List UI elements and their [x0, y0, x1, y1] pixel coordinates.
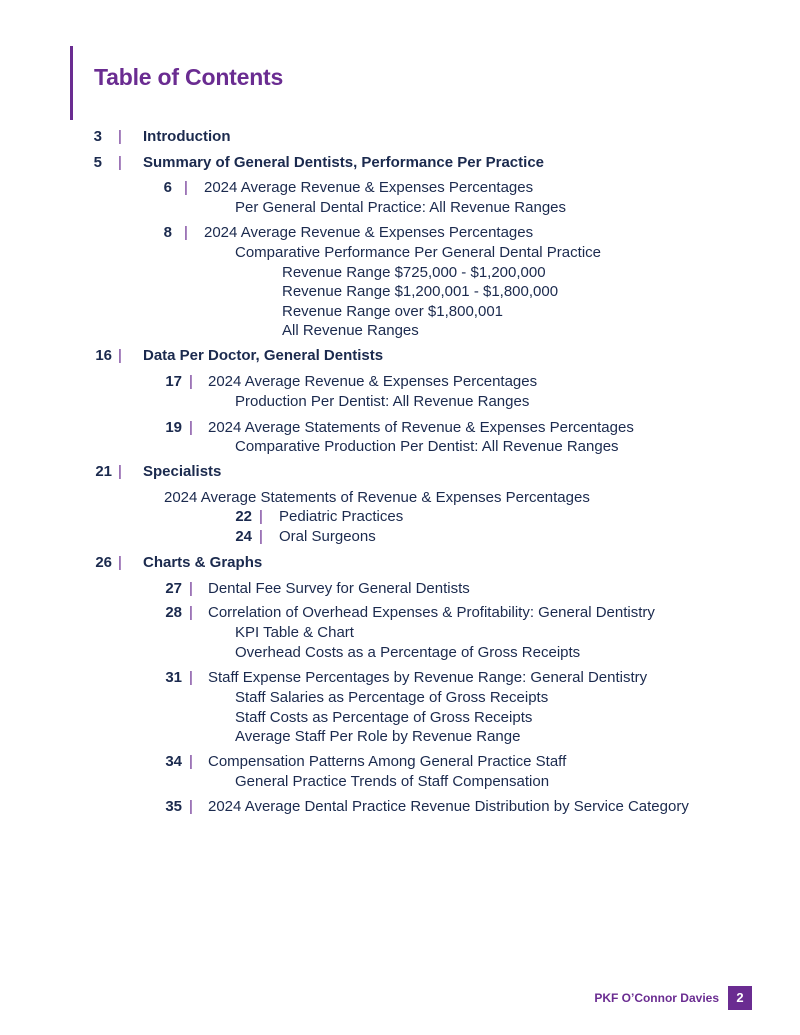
toc-entry-subline: Average Staff Per Role by Revenue Range — [235, 728, 521, 745]
toc-separator: | — [118, 154, 122, 171]
toc-section-charts[interactable]: Charts & Graphs — [143, 554, 263, 571]
toc-separator: | — [189, 798, 193, 815]
toc-entry-line[interactable]: Oral Surgeons — [279, 528, 376, 545]
toc-page-number[interactable]: 24 — [235, 528, 252, 545]
toc-entry-line[interactable]: Correlation of Overhead Expenses & Profitability: General Dentistry — [208, 604, 655, 621]
toc-entry-subline: All Revenue Ranges — [282, 322, 419, 339]
toc-entry-line[interactable]: 2024 Average Revenue & Expenses Percentages — [208, 373, 538, 390]
toc-page-number[interactable]: 35 — [165, 798, 182, 815]
toc-page-number[interactable]: 17 — [165, 373, 182, 390]
title-accent-rule — [70, 46, 73, 120]
footer-brand: PKF O’Connor Davies — [594, 991, 719, 1005]
toc-page-number[interactable]: 5 — [93, 154, 102, 171]
toc-page-number[interactable]: 27 — [165, 580, 182, 597]
toc-page-number[interactable]: 34 — [165, 753, 182, 770]
toc-entry-heading: 2024 Average Statements of Revenue & Expenses Percentages — [164, 489, 590, 506]
footer-page-number: 2 — [728, 986, 752, 1010]
toc-entry-line[interactable]: Staff Expense Percentages by Revenue Range: General Dentistry — [208, 669, 648, 686]
toc-entry-subline: Production Per Dentist: All Revenue Ranges — [235, 393, 530, 410]
toc-separator: | — [259, 528, 263, 545]
toc-page-number[interactable]: 21 — [95, 463, 112, 480]
toc-page-number[interactable]: 31 — [165, 669, 182, 686]
toc-separator: | — [189, 669, 193, 686]
toc-separator: | — [118, 128, 122, 145]
toc-section-specialists[interactable]: Specialists — [143, 463, 222, 480]
toc-separator: | — [189, 580, 193, 597]
toc-entry-line[interactable]: Compensation Patterns Among General Practice Staff — [208, 753, 567, 770]
toc-entry-subline: Staff Salaries as Percentage of Gross Receipts — [235, 689, 549, 706]
toc-separator: | — [189, 753, 193, 770]
toc-separator: | — [259, 508, 263, 525]
toc-section-introduction[interactable]: Introduction — [143, 128, 231, 145]
toc-page-number[interactable]: 3 — [93, 128, 102, 145]
toc-entry-subline: Revenue Range $1,200,001 - $1,800,000 — [282, 283, 559, 300]
toc-separator: | — [118, 347, 122, 364]
toc-page-number[interactable]: 19 — [165, 419, 182, 436]
toc-separator: | — [189, 373, 193, 390]
toc-entry-subline: Comparative Production Per Dentist: All Revenue Ranges — [235, 438, 619, 455]
toc-page-number[interactable]: 22 — [235, 508, 252, 525]
toc-section-per-doctor[interactable]: Data Per Doctor, General Dentists — [143, 347, 384, 364]
toc-separator: | — [118, 463, 122, 480]
toc-separator: | — [118, 554, 122, 571]
toc-page-number[interactable]: 8 — [163, 224, 172, 241]
toc-entry-subline: Comparative Performance Per General Dental Practice — [235, 244, 601, 261]
toc-entry-line[interactable]: 2024 Average Dental Practice Revenue Distribution by Service Category — [208, 798, 689, 815]
toc-page-number[interactable]: 26 — [95, 554, 112, 571]
toc-entry-subline: KPI Table & Chart — [235, 624, 354, 641]
toc-page-number[interactable]: 16 — [95, 347, 112, 364]
toc-entry-subline: Revenue Range over $1,800,001 — [282, 303, 504, 320]
toc-entry-line[interactable]: Dental Fee Survey for General Dentists — [208, 580, 470, 597]
toc-page-number[interactable]: 28 — [165, 604, 182, 621]
toc-entry-subline: Revenue Range $725,000 - $1,200,000 — [282, 264, 546, 281]
toc-entry-subline: Staff Costs as Percentage of Gross Receipts — [235, 709, 533, 726]
toc-entry-subline: Overhead Costs as a Percentage of Gross Receipts — [235, 644, 581, 661]
toc-entry-subline: Per General Dental Practice: All Revenue Ranges — [235, 199, 567, 216]
toc-section-summary[interactable]: Summary of General Dentists, Performance Per Practice — [143, 154, 545, 171]
toc-entry-line[interactable]: 2024 Average Statements of Revenue & Expenses Percentages — [208, 419, 634, 436]
toc-entry-subline: General Practice Trends of Staff Compensation — [235, 773, 550, 790]
toc-entry-line[interactable]: 2024 Average Revenue & Expenses Percentages — [204, 179, 534, 196]
toc-separator: | — [184, 179, 188, 196]
toc-entry-line[interactable]: Pediatric Practices — [279, 508, 404, 525]
toc-separator: | — [184, 224, 188, 241]
toc-page-number[interactable]: 6 — [163, 179, 172, 196]
toc-entry-line[interactable]: 2024 Average Revenue & Expenses Percentages — [204, 224, 534, 241]
toc-separator: | — [189, 604, 193, 621]
toc-separator: | — [189, 419, 193, 436]
page-title: Table of Contents — [94, 64, 284, 90]
